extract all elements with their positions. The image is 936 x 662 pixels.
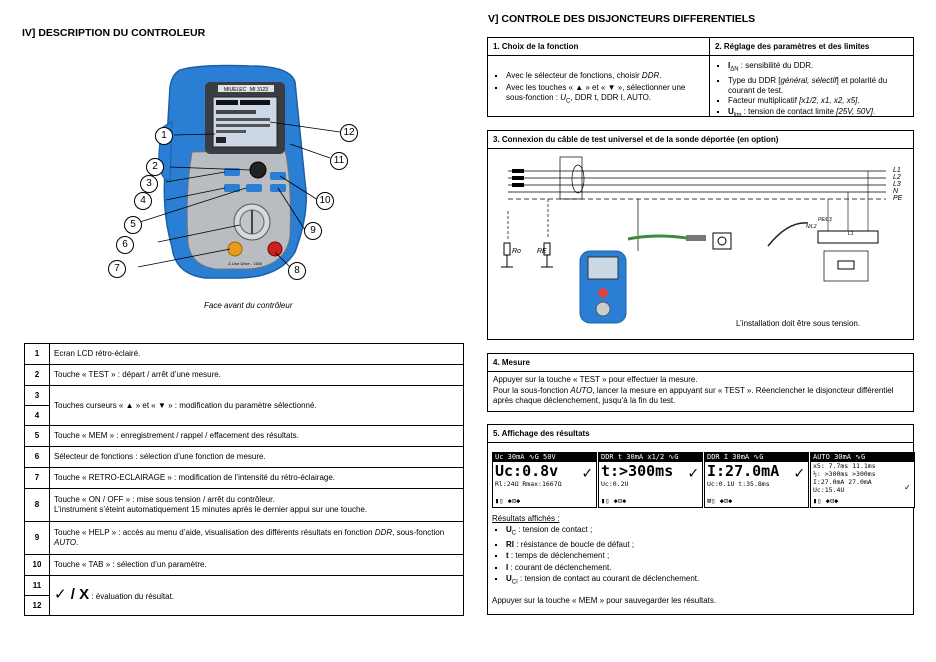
list-item: ▪ Avec le sélecteur de fonctions, choisir DDR.	[506, 71, 706, 82]
ro-label: Ro	[512, 248, 521, 255]
list-item: ▪ Type du DDR [général, sélectif] et polarité du courant de test.	[728, 76, 912, 95]
table-row: 3 Touches curseurs « ▲ » et « ▼ » : modification du paramètre sélectionné.	[25, 386, 464, 406]
tab-key	[270, 172, 286, 180]
device-bottom-label: Z-Line Drive - 1600	[228, 261, 263, 266]
connection-box	[487, 130, 914, 340]
callout-11: 11	[330, 152, 348, 170]
check-icon: ✓	[582, 463, 592, 482]
table-row: 7 Touche « RETRO-ECLAIRAGE » : modification de l’intensité du rétro-éclairage.	[25, 468, 464, 489]
list-item: ▪ Avec les touches « ▲ » et « ▼ », sélectionner une sous-fonction : $U_C$, DDR t, DDR I, AUTO.	[506, 83, 706, 108]
on-off-key	[268, 242, 282, 256]
measurement-box: 4. Mesure Appuyer sur la touche « TEST » pour effectuer la mesure. Pour la sous-fonction AUTO, lancer la mesure en appuyant sur « TEST ». Réenclencher le disjoncteur différentiel après chaque déclenchement, jusqu’à la fin du test.	[487, 353, 914, 412]
callout-1: 1	[155, 127, 173, 145]
left-section-title: IV] DESCRIPTION DU CONTROLEUR	[22, 27, 206, 39]
test-button	[250, 162, 266, 178]
results-heading: 5. Affichage des résultats	[488, 425, 913, 443]
lcd-screen-ddr-t: DDR t 30mA x1/2 ∿G t:>300ms Uc:0.2U ✓ ▮▯ ◆⊡◆	[598, 452, 703, 508]
line-label-n: N	[893, 188, 899, 195]
probe-label-n-l2: N/L2	[806, 224, 817, 230]
evaluation-symbols: ✓ / X	[54, 585, 90, 603]
installation-note: L’installation doit être sous tension.	[736, 319, 861, 328]
results-title: Résultats affichés :	[492, 514, 560, 523]
table-row: 10 Touche « TAB » : sélection d’un paramètre.	[25, 555, 464, 576]
backlight-key	[228, 242, 242, 256]
table-row: 12	[25, 596, 464, 616]
callout-12: 12	[340, 124, 358, 142]
wiring-diagram	[488, 151, 913, 339]
lcd-screen-auto: AUTO 30mA ∿G x5: 7.7ms 11.1ms ½: >300ms >300ms I:27.0mA 27.0mA Uc:15.4U ✓ ▮▯ ◆⊡◆	[810, 452, 915, 508]
mem-key	[246, 184, 262, 192]
device-illustration	[100, 62, 370, 292]
callout-6: 6	[116, 236, 134, 254]
function-settings-box	[487, 37, 914, 117]
line-label-pe: PE	[893, 195, 903, 202]
check-icon: ✓	[794, 463, 804, 482]
table-row: 4	[25, 406, 464, 426]
table-row: 6 Sélecteur de fonctions : sélection d’une fonction de mesure.	[25, 447, 464, 468]
lcd-footer-icons: ▮▯ ◆⊡◆	[601, 497, 627, 505]
device-brand: MIUELEC	[224, 87, 247, 93]
line-label-l3: L3	[893, 181, 901, 188]
right-section-title: V] CONTROLE DES DISJONCTEURS DIFFERENTIELS	[488, 13, 756, 25]
table-row: 2 Touche « TEST » : départ / arrêt d’une mesure.	[25, 365, 464, 386]
callout-4: 4	[134, 192, 152, 210]
lcd-screen-ddr-i: DDR I 30mA ∿G I:27.0mA Uc:0.1U t:35.8ms ✓ ⊠▯ ◆⊡◆	[704, 452, 809, 508]
results-list	[492, 514, 910, 607]
callout-5: 5	[124, 216, 142, 234]
callout-9: 9	[304, 222, 322, 240]
lcd-footer-icons: ▮▯ ◆⊡◆	[813, 497, 839, 505]
re-label: RE	[537, 248, 547, 255]
check-icon: ✓	[904, 483, 910, 493]
lcd-footer-icons: ▮▯ ◆⊡◆	[495, 497, 521, 505]
settings-heading: 2. Réglage des paramètres et des limites	[715, 42, 870, 51]
check-icon: ✓	[688, 463, 698, 482]
line-label-l2: L2	[893, 174, 901, 181]
probe-label-pe-l3: PE/L3	[818, 217, 832, 223]
results-footer: Appuyer sur la touche « MEM » pour sauvegarder les résultats.	[492, 596, 717, 606]
list-item: ▪ t : temps de déclenchement ;	[506, 551, 910, 562]
lcd-footer-icons: ⊠▯ ◆⊡◆	[707, 497, 733, 505]
list-item: ▪ RI : résistance de boucle de défaut ;	[506, 540, 910, 551]
callout-2: 2	[146, 158, 164, 176]
description-table	[24, 343, 464, 616]
figure-caption: Face avant du contrôleur	[204, 301, 293, 310]
connection-heading: 3. Connexion du câble de test universel et de la sonde déportée (en option)	[488, 131, 913, 149]
table-row: 1 Ecran LCD rétro-éclairé.	[25, 344, 464, 365]
list-item: ▪ $U_C$ : tension de contact ;	[506, 525, 910, 539]
list-item: ▪ I : courant de déclenchement.	[506, 563, 910, 574]
table-row: 11 ✓ / X : évaluation du résultat.	[25, 576, 464, 596]
list-item: ▪ $I_{\Delta N}$ : sensibilité du DDR.	[728, 61, 912, 75]
callout-8: 8	[288, 262, 306, 280]
table-row: 5 Touche « MEM » : enregistrement / rappel / effacement des résultats.	[25, 426, 464, 447]
table-row: 8 Touche « ON / OFF » : mise sous tension / arrêt du contrôleur. L’instrument s’éteint automatiquement 15 minutes après le dernier appui sur une touche.	[25, 489, 464, 522]
callout-7: 7	[108, 260, 126, 278]
table-row: 9 Touche « HELP » : accès au menu d’aide, visualisation des différents résultats en fonction DDR, sous-fonction AUTO.	[25, 522, 464, 555]
list-item: ▪ $U_{lim}$ : tension de contact limite [25V, 50V].	[728, 107, 912, 121]
line-label-l1: L1	[893, 167, 901, 174]
callout-10: 10	[316, 192, 334, 210]
function-choice-heading: 1. Choix de la fonction	[493, 42, 579, 51]
device-model: MI 3123	[250, 87, 269, 93]
callout-3: 3	[140, 175, 158, 193]
list-item: ▪ $U_{CI}$ : tension de contact au courant de déclenchement.	[506, 574, 910, 588]
list-item: ▪ Facteur multiplicatif [x1/2, x1, x2, x5].	[728, 96, 912, 106]
probe-label-l1: L1	[848, 231, 854, 237]
lcd-screen-uc: Uc 30mA ∿G 50V Uc:0.8v Rl:24Ω Rmax:1667Ω ✓ ▮▯ ◆⊡◆	[492, 452, 597, 508]
measurement-heading: 4. Mesure	[488, 354, 913, 372]
